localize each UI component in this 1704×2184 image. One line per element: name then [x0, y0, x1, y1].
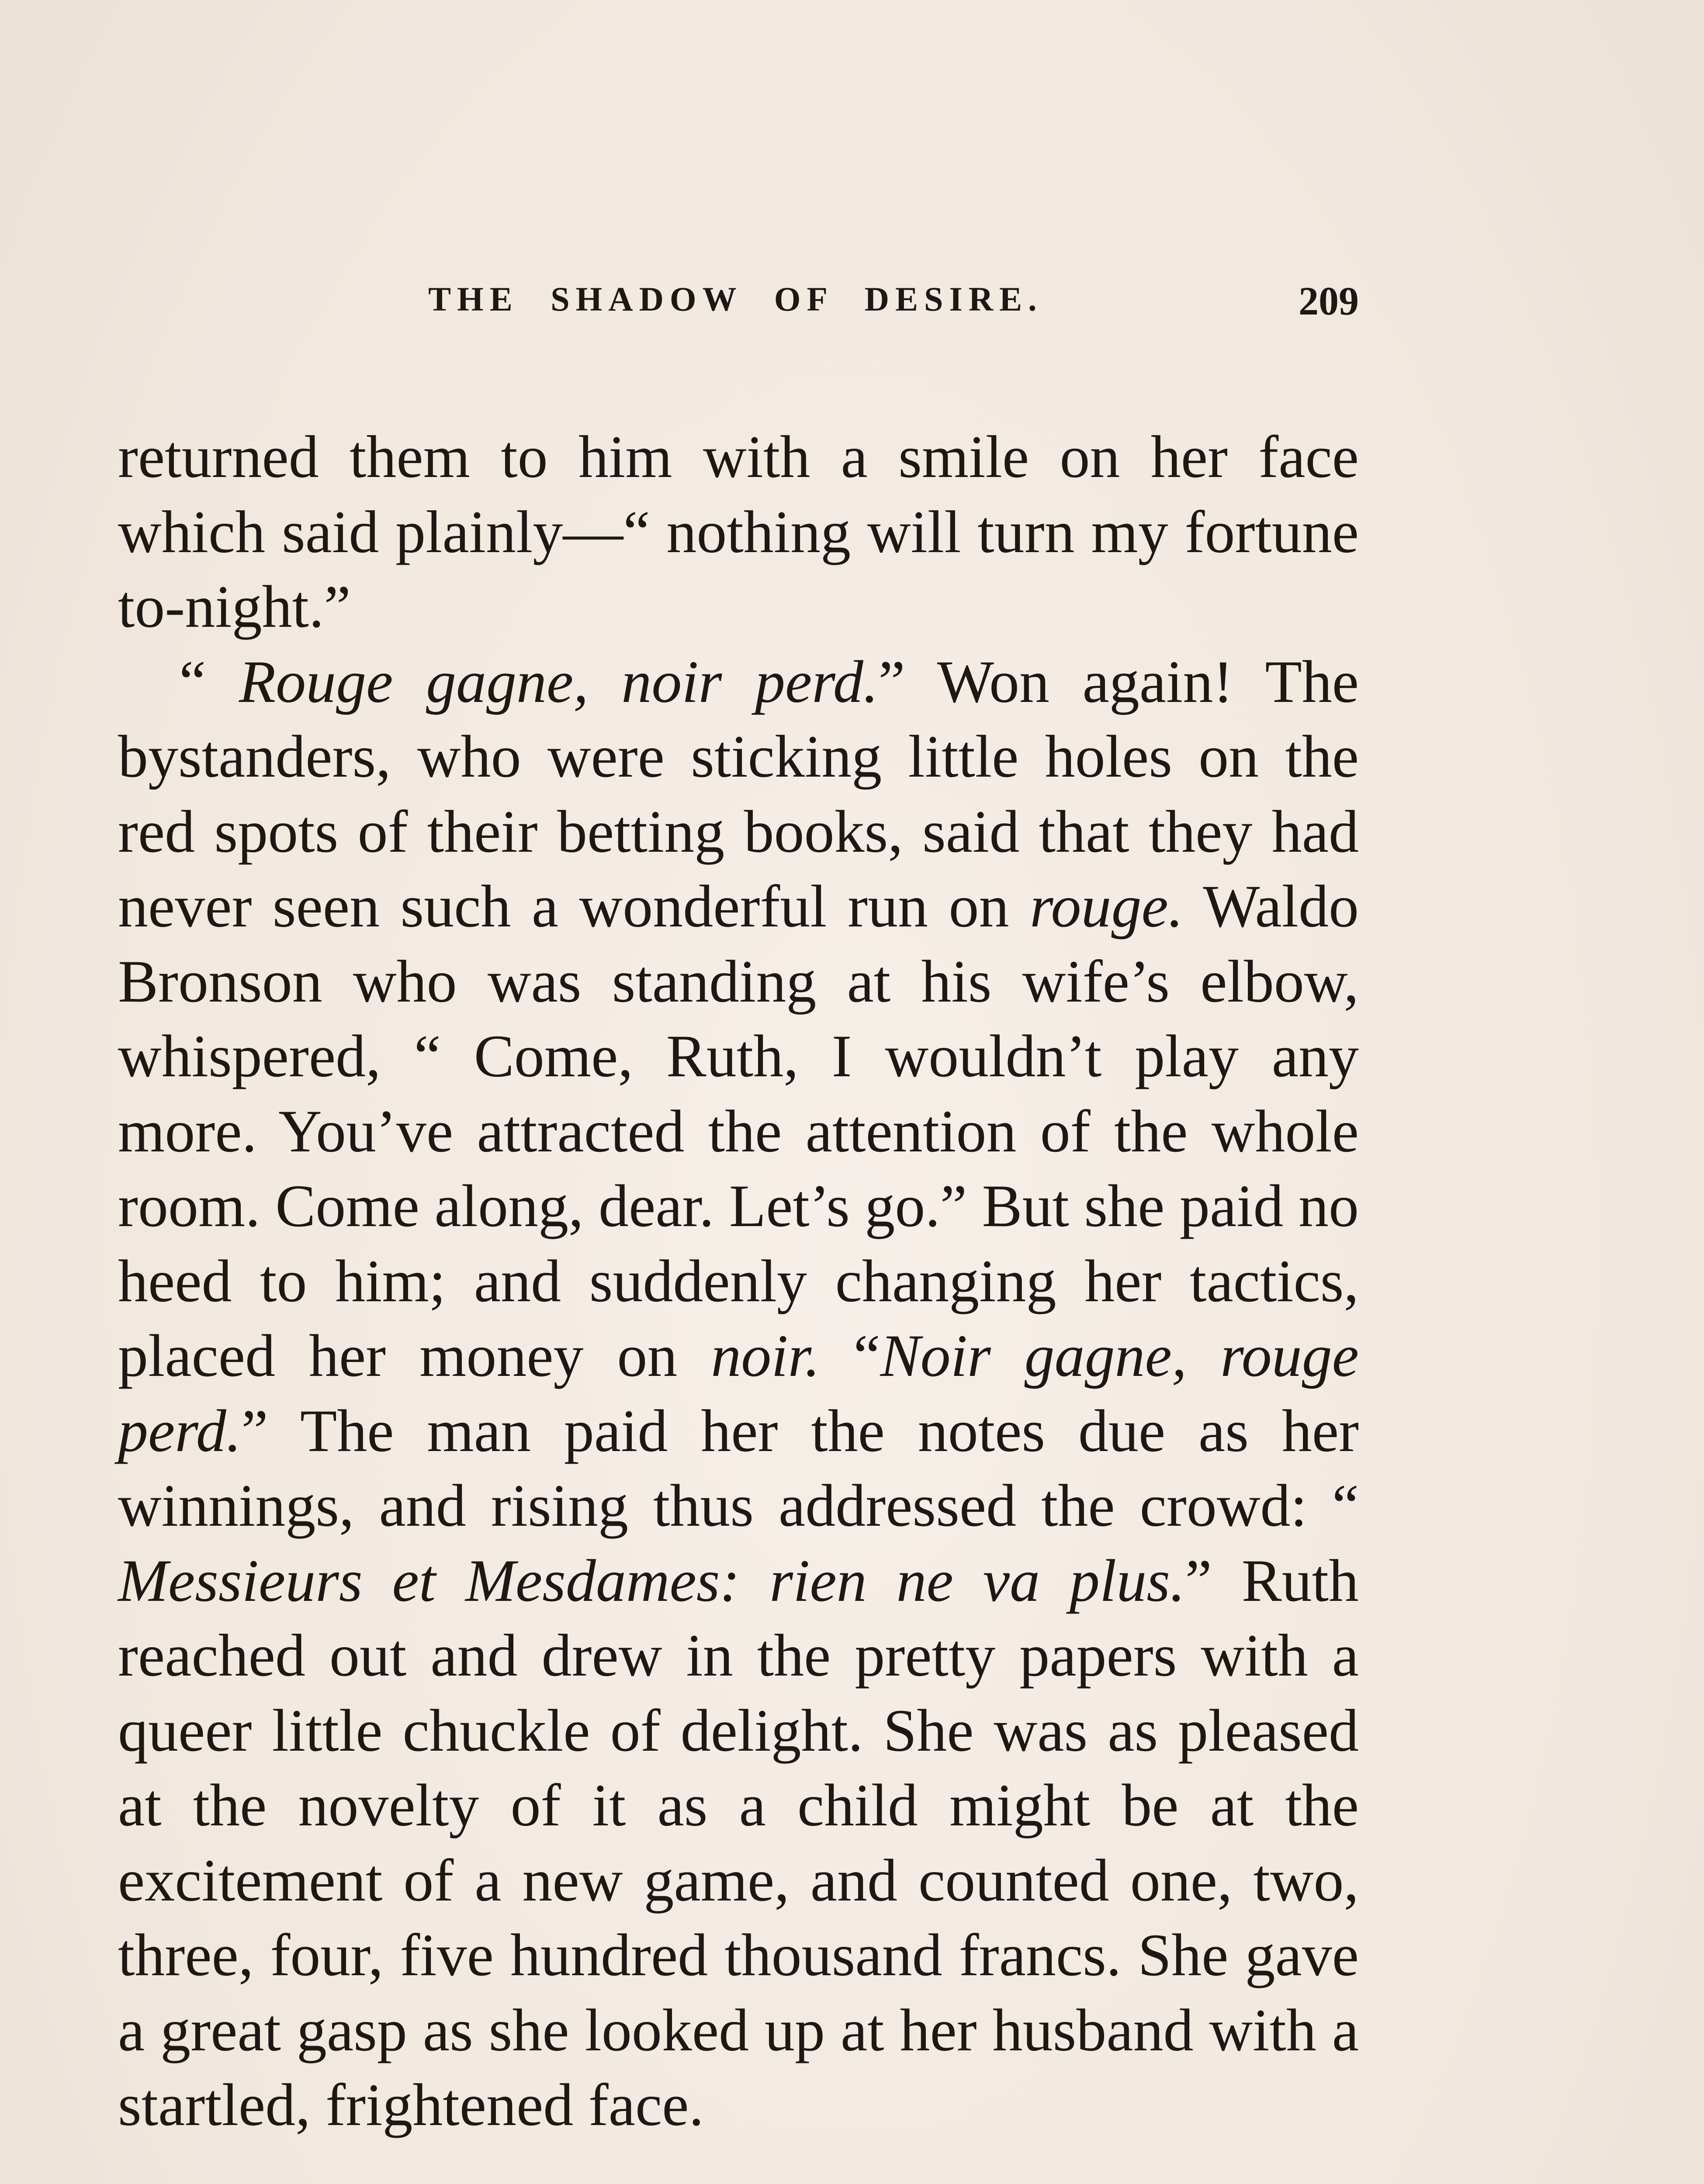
- body-text: [118, 419, 1359, 2143]
- running-title: THE SHADOW OF DESIRE.: [428, 280, 1043, 318]
- text-run: Waldo Bronson who was standing at his wife’s elbow, whispered, “ Come, Ruth, I wouldn’t play any more. You’ve attracted the attention of the whole room. Come along, dear. Let’s go.” But she paid no heed to him; and suddenly changing her tactics, placed her money on: [118, 873, 1359, 1389]
- page-number: 209: [1299, 279, 1359, 323]
- paragraph: [118, 419, 1359, 644]
- text-run: ” The man paid her the notes due as her winnings, and rising thus addressed the crowd: “: [118, 1397, 1359, 1539]
- italic-text: Messieurs et Mesdames: rien ne va plus.: [118, 1547, 1185, 1614]
- italic-text: Noir gagne, rouge perd.: [118, 1322, 1359, 1464]
- italic-text: rouge.: [1029, 873, 1184, 940]
- page-header: [428, 280, 1359, 328]
- text-run: ” Won again! The bystanders, who were sticking little holes on the red spots of their betting books, said that they had never seen such a wonderful run on: [118, 648, 1359, 940]
- text-run: “: [820, 1322, 880, 1389]
- text-run: “: [179, 648, 239, 715]
- text-run: returned them to him with a smile on her face which said plainly—“ nothing will turn my fortune to-night.”: [118, 423, 1359, 640]
- text-run: ” Ruth reached out and drew in the pretty papers with a queer little chuckle of delight. She was as pleased at the novelty of it as a child might be at the excitement of a new game, and counted one, two, three, four, five hundred thousand francs. She gave a great gasp as she looked up at her husband with a startled, frightened face.: [118, 1547, 1359, 2138]
- paragraph: [118, 644, 1359, 2143]
- italic-text: Rouge gagne, noir perd.: [239, 648, 879, 715]
- italic-text: noir.: [711, 1322, 820, 1389]
